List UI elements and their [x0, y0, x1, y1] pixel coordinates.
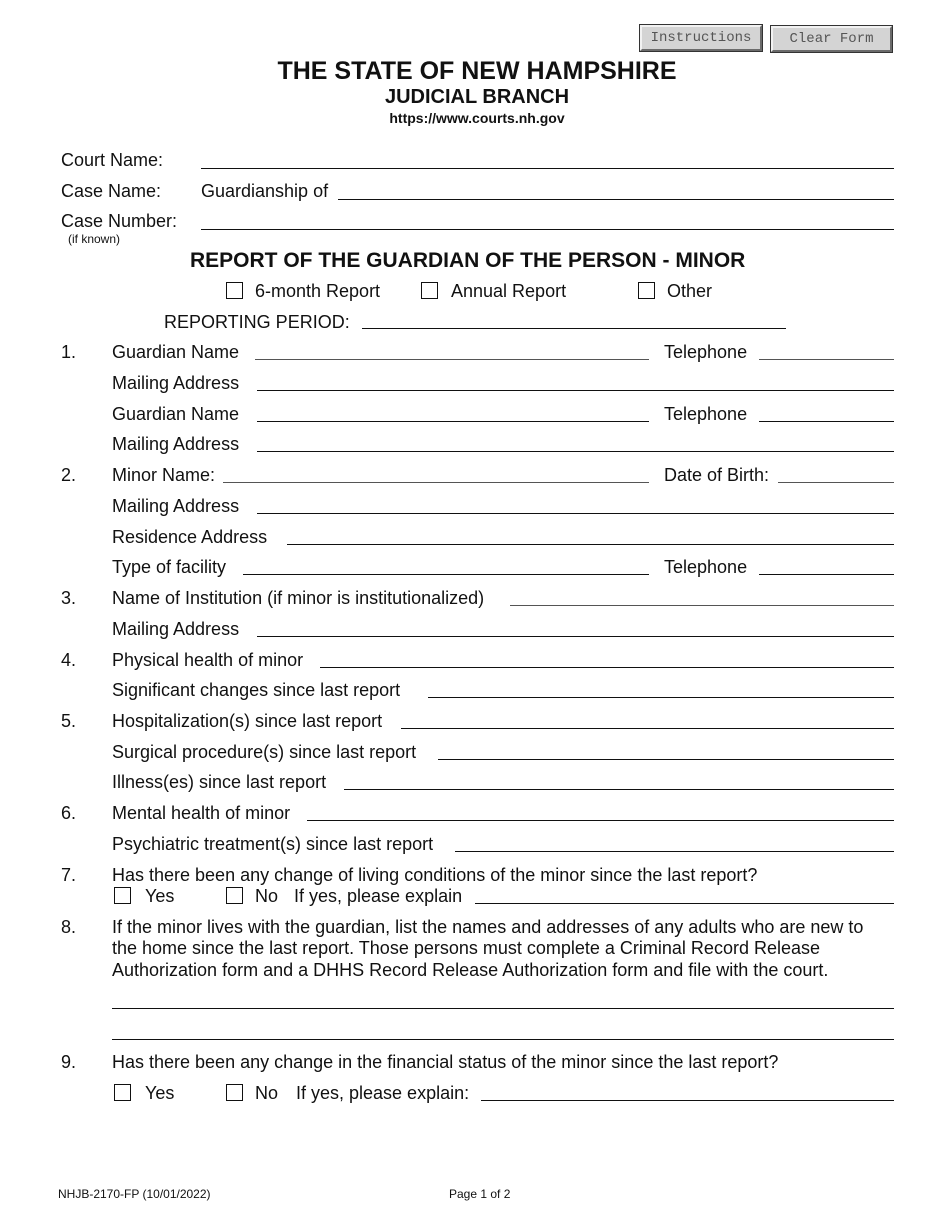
q9-explain-field[interactable] — [481, 1100, 894, 1101]
reporting-period-label: REPORTING PERIOD: — [164, 312, 350, 332]
q7-explain-label: If yes, please explain — [294, 886, 463, 906]
minor-mailing-address-label: Mailing Address — [112, 496, 240, 516]
residence-address-label: Residence Address — [112, 527, 268, 547]
form-id: NHJB-2170-FP (10/01/2022) — [58, 1187, 211, 1201]
guardianship-of-label: Guardianship of — [201, 181, 329, 201]
guardian-name-field-1[interactable] — [255, 359, 649, 360]
institution-field[interactable] — [510, 605, 894, 606]
mailing-address-field-2[interactable] — [257, 451, 894, 452]
psychiatric-label: Psychiatric treatment(s) since last report — [112, 834, 434, 854]
q9-yes-label: Yes — [145, 1083, 175, 1103]
date-of-birth-label: Date of Birth: — [664, 465, 770, 485]
surgical-label: Surgical procedure(s) since last report — [112, 742, 417, 762]
item-number-8: 8. — [61, 917, 77, 937]
q7-yes-checkbox[interactable] — [114, 887, 131, 904]
reporting-period-field[interactable] — [362, 328, 786, 329]
institution-mailing-address-field[interactable] — [257, 636, 894, 637]
other-report-checkbox[interactable] — [638, 282, 655, 299]
q8-text-line-3: Authorization form and a DHHS Record Release Authorization form and file with the court. — [112, 960, 829, 980]
guardian-name-label-1: Guardian Name — [112, 342, 240, 362]
item-number-4: 4. — [61, 650, 77, 670]
case-name-label: Case Name: — [61, 181, 162, 201]
case-number-label: Case Number: — [61, 211, 178, 231]
case-name-field[interactable] — [338, 199, 894, 200]
item-number-1: 1. — [61, 342, 77, 362]
if-known-note: (if known) — [68, 232, 121, 246]
annual-report-checkbox[interactable] — [421, 282, 438, 299]
telephone-label-1: Telephone — [664, 342, 748, 362]
form-title: REPORT OF THE GUARDIAN OF THE PERSON - MINOR — [190, 249, 746, 272]
surgical-field[interactable] — [438, 759, 894, 760]
instructions-button[interactable]: Instructions — [640, 25, 762, 51]
court-name-field[interactable] — [201, 168, 894, 169]
mailing-address-label-2: Mailing Address — [112, 434, 240, 454]
q8-text-line-1: If the minor lives with the guardian, list the names and addresses of any adults who are new to — [112, 917, 864, 937]
item-number-5: 5. — [61, 711, 77, 731]
item-number-6: 6. — [61, 803, 77, 823]
state-heading: THE STATE OF NEW HAMPSHIRE — [277, 57, 677, 85]
minor-name-field[interactable] — [223, 482, 649, 483]
q7-explain-field[interactable] — [475, 903, 894, 904]
hospitalizations-field[interactable] — [401, 728, 894, 729]
date-of-birth-field[interactable] — [778, 482, 894, 483]
q9-no-checkbox[interactable] — [226, 1084, 243, 1101]
clear-form-button[interactable]: Clear Form — [771, 26, 892, 52]
psychiatric-field[interactable] — [455, 851, 894, 852]
item-number-7: 7. — [61, 865, 77, 885]
q7-yes-label: Yes — [145, 886, 175, 906]
q9-no-label: No — [255, 1083, 279, 1103]
significant-changes-field[interactable] — [428, 697, 894, 698]
q8-text-line-2: the home since the last report. Those persons must complete a Criminal Record Release — [112, 938, 821, 958]
q9-explain-label: If yes, please explain: — [296, 1083, 470, 1103]
illnesses-field[interactable] — [344, 789, 894, 790]
telephone-field-1[interactable] — [759, 359, 894, 360]
court-name-label: Court Name: — [61, 150, 164, 170]
branch-heading: JUDICIAL BRANCH — [384, 86, 570, 108]
six-month-report-checkbox[interactable] — [226, 282, 243, 299]
institution-mailing-address-label: Mailing Address — [112, 619, 240, 639]
q9-yes-checkbox[interactable] — [114, 1084, 131, 1101]
physical-health-field[interactable] — [320, 667, 894, 668]
hospitalizations-label: Hospitalization(s) since last report — [112, 711, 383, 731]
guardian-name-label-2: Guardian Name — [112, 404, 240, 424]
telephone-label-2: Telephone — [664, 404, 748, 424]
significant-changes-label: Significant changes since last report — [112, 680, 401, 700]
q7-no-checkbox[interactable] — [226, 887, 243, 904]
page-number: Page 1 of 2 — [449, 1187, 511, 1201]
telephone-field-2[interactable] — [759, 421, 894, 422]
q8-answer-field-2[interactable] — [112, 1039, 894, 1040]
minor-mailing-address-field[interactable] — [257, 513, 894, 514]
type-of-facility-field[interactable] — [243, 574, 649, 575]
six-month-report-label: 6-month Report — [255, 281, 381, 301]
facility-telephone-field[interactable] — [759, 574, 894, 575]
guardian-name-field-2[interactable] — [257, 421, 649, 422]
case-number-field[interactable] — [201, 229, 894, 230]
type-of-facility-label: Type of facility — [112, 557, 227, 577]
item-number-2: 2. — [61, 465, 77, 485]
mental-health-field[interactable] — [307, 820, 894, 821]
facility-telephone-label: Telephone — [664, 557, 748, 577]
physical-health-label: Physical health of minor — [112, 650, 304, 670]
annual-report-label: Annual Report — [451, 281, 567, 301]
other-report-label: Other — [667, 281, 713, 301]
court-url: https://www.courts.nh.gov — [389, 110, 565, 126]
q7-question: Has there been any change of living conditions of the minor since the last report? — [112, 865, 758, 885]
mailing-address-field-1[interactable] — [257, 390, 894, 391]
mental-health-label: Mental health of minor — [112, 803, 291, 823]
minor-name-label: Minor Name: — [112, 465, 216, 485]
item-number-9: 9. — [61, 1052, 77, 1072]
illnesses-label: Illness(es) since last report — [112, 772, 327, 792]
mailing-address-label-1: Mailing Address — [112, 373, 240, 393]
item-number-3: 3. — [61, 588, 77, 608]
residence-address-field[interactable] — [287, 544, 894, 545]
institution-label: Name of Institution (if minor is institutionalized) — [112, 588, 485, 608]
q9-question: Has there been any change in the financial status of the minor since the last report? — [112, 1052, 779, 1072]
q7-no-label: No — [255, 886, 279, 906]
q8-answer-field-1[interactable] — [112, 1008, 894, 1009]
